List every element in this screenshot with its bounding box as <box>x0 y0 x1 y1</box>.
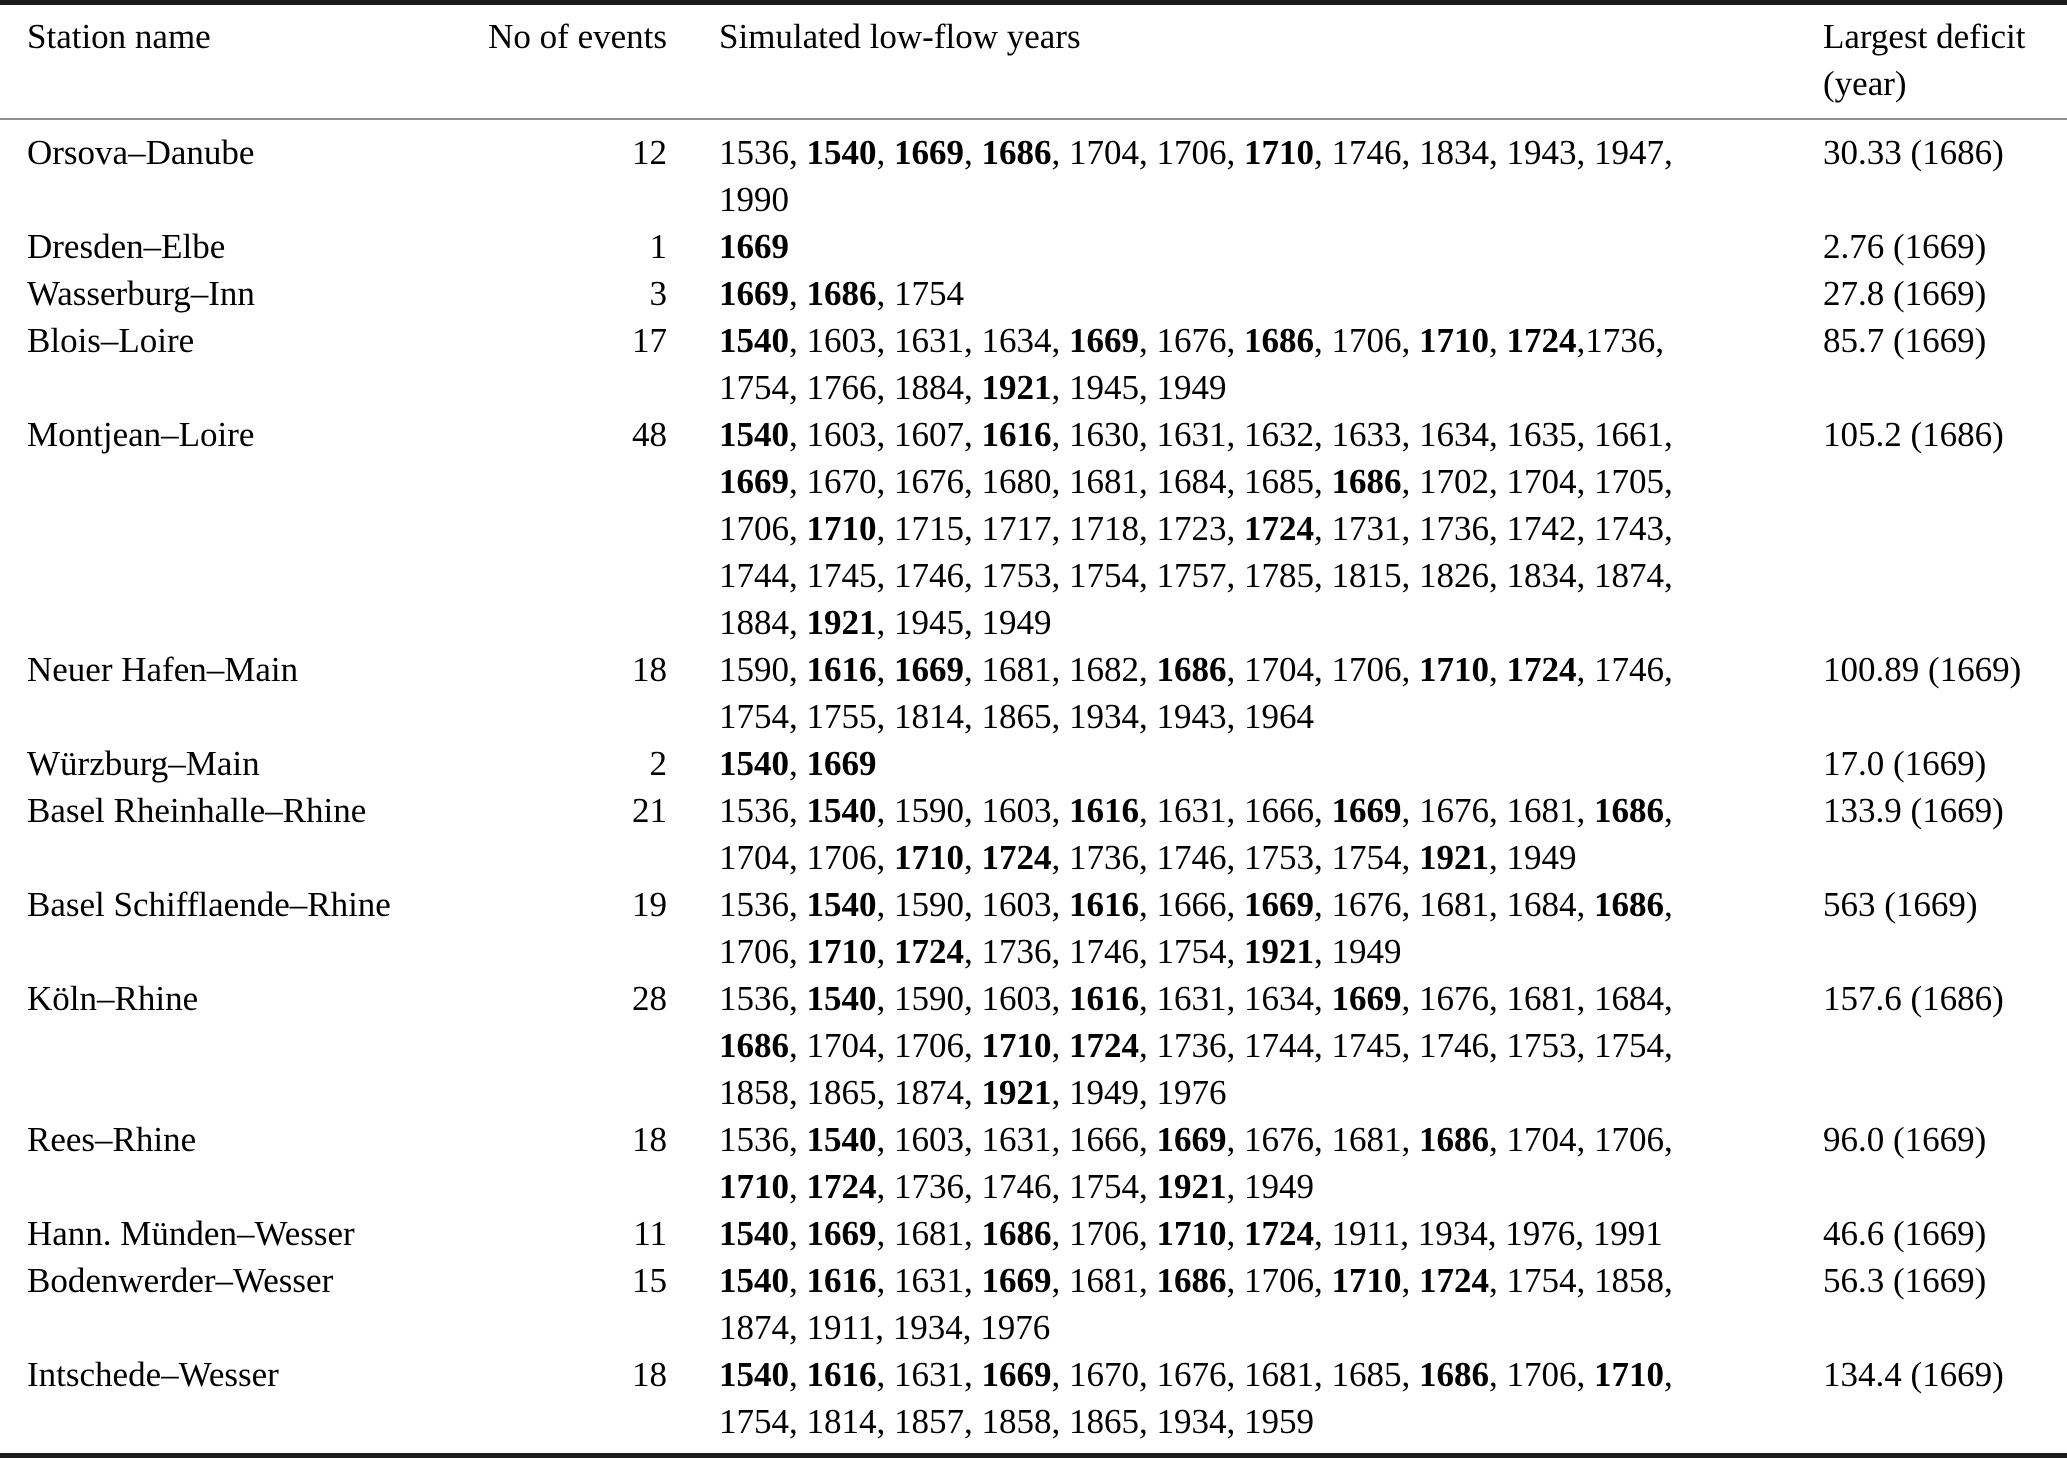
largest-deficit: 134.4 (1669) <box>1823 1355 2004 1394</box>
station-name: Intschede–Wesser <box>27 1355 279 1394</box>
station-name: Wasserburg–Inn <box>27 274 255 313</box>
column-header-largest-deficit-line1: Largest deficit <box>1823 17 2026 56</box>
largest-deficit: 2.76 (1669) <box>1823 227 1987 266</box>
table-row <box>0 411 2067 646</box>
low-flow-years <box>667 317 1823 411</box>
station-name: Orsova–Danube <box>27 133 255 172</box>
low-flow-years-text: 1590, 1616, 1669, 1681, 1682, 1686, 1704, 1706, 1710, 1724, 1746, 1754, 1755, 1814, 1865, 1934, 1943, 1964 <box>719 650 1673 736</box>
low-flow-years-text: 1536, 1540, 1590, 1603, 1616, 1666, 1669, 1676, 1681, 1684, 1686, 1706, 1710, 1724, 1736, 1746, 1754, 1921, 1949 <box>719 885 1673 971</box>
largest-deficit: 17.0 (1669) <box>1823 744 1987 783</box>
largest-deficit: 30.33 (1686) <box>1823 133 2004 172</box>
table-row <box>0 1116 2067 1210</box>
table-row <box>0 223 2067 270</box>
largest-deficit: 46.6 (1669) <box>1823 1214 1987 1253</box>
events-count: 19 <box>632 885 667 924</box>
events-count: 12 <box>632 133 667 172</box>
low-flow-years-text: 1540, 1616, 1631, 1669, 1670, 1676, 1681, 1685, 1686, 1706, 1710, 1754, 1814, 1857, 1858, 1865, 1934, 1959 <box>719 1355 1673 1441</box>
station-name: Neuer Hafen–Main <box>27 650 299 689</box>
low-flow-years <box>667 1257 1823 1351</box>
low-flow-years-text: 1536, 1540, 1669, 1686, 1704, 1706, 1710, 1746, 1834, 1943, 1947, 1990 <box>719 133 1673 219</box>
largest-deficit: 96.0 (1669) <box>1823 1120 1987 1159</box>
low-flow-years <box>667 223 1823 270</box>
events-count: 28 <box>632 979 667 1018</box>
events-count: 48 <box>632 415 667 454</box>
low-flow-years-text: 1536, 1540, 1603, 1631, 1666, 1669, 1676, 1681, 1686, 1704, 1706, 1710, 1724, 1736, 1746, 1754, 1921, 1949 <box>719 1120 1673 1206</box>
column-header-no-of-events: No of events <box>488 17 667 56</box>
low-flow-years <box>667 411 1823 646</box>
low-flow-years-text: 1669 <box>719 227 789 266</box>
low-flow-years <box>667 1210 1823 1257</box>
station-name: Würzburg–Main <box>27 744 260 783</box>
events-count: 18 <box>632 1120 667 1159</box>
events-count: 3 <box>649 274 667 313</box>
largest-deficit: 56.3 (1669) <box>1823 1261 1987 1300</box>
table-row <box>0 270 2067 317</box>
low-flow-years <box>667 787 1823 881</box>
low-flow-years <box>667 1351 1823 1445</box>
station-name: Hann. Münden–Wesser <box>27 1214 355 1253</box>
table-header-row <box>0 5 2067 120</box>
events-count: 18 <box>632 650 667 689</box>
column-header-largest-deficit-line2: (year) <box>1823 64 1907 103</box>
station-name: Montjean–Loire <box>27 415 255 454</box>
low-flow-years-text: 1540, 1669, 1681, 1686, 1706, 1710, 1724, 1911, 1934, 1976, 1991 <box>719 1214 1663 1253</box>
table-row <box>0 787 2067 881</box>
low-flow-years-text: 1536, 1540, 1590, 1603, 1616, 1631, 1666, 1669, 1676, 1681, 1686, 1704, 1706, 1710, 1724, 1736, 1746, 1753, 1754, 1921, 1949 <box>719 791 1673 877</box>
events-count: 2 <box>649 744 667 783</box>
low-flow-years-text: 1669, 1686, 1754 <box>719 274 964 313</box>
events-count: 1 <box>649 227 667 266</box>
low-flow-years <box>667 975 1823 1116</box>
low-flow-years <box>667 1116 1823 1210</box>
station-name: Dresden–Elbe <box>27 227 226 266</box>
low-flow-years <box>667 646 1823 740</box>
table-row <box>0 975 2067 1116</box>
events-count: 17 <box>632 321 667 360</box>
low-flow-years <box>667 129 1823 223</box>
table-row <box>0 740 2067 787</box>
station-name: Köln–Rhine <box>27 979 199 1018</box>
column-header-simulated-low-flow-years <box>667 13 1823 60</box>
station-name: Bodenwerder–Wesser <box>27 1261 334 1300</box>
events-count: 21 <box>632 791 667 830</box>
largest-deficit: 133.9 (1669) <box>1823 791 2004 830</box>
events-count: 11 <box>633 1214 667 1253</box>
largest-deficit: 100.89 (1669) <box>1823 650 2022 689</box>
table-row <box>0 1351 2067 1445</box>
events-count: 18 <box>632 1355 667 1394</box>
low-flow-years-text: 1536, 1540, 1590, 1603, 1616, 1631, 1634, 1669, 1676, 1681, 1684, 1686, 1704, 1706, 1710, 1724, 1736, 1744, 1745, 1746, 1753, 1754, 1858, 1865, 1874, 1921, 1949, 1976 <box>719 979 1673 1112</box>
largest-deficit: 563 (1669) <box>1823 885 1978 924</box>
station-name: Basel Schifflaende–Rhine <box>27 885 391 924</box>
low-flow-years <box>667 270 1823 317</box>
largest-deficit: 105.2 (1686) <box>1823 415 2004 454</box>
table-row <box>0 1257 2067 1351</box>
table-body <box>0 120 2067 1445</box>
events-count: 15 <box>632 1261 667 1300</box>
table-row <box>0 317 2067 411</box>
largest-deficit: 27.8 (1669) <box>1823 274 1987 313</box>
station-name: Basel Rheinhalle–Rhine <box>27 791 367 830</box>
column-header-station-name: Station name <box>27 17 211 56</box>
low-flow-years <box>667 740 1823 787</box>
table-row <box>0 129 2067 223</box>
largest-deficit: 85.7 (1669) <box>1823 321 1987 360</box>
column-header-largest-deficit <box>1823 13 2067 107</box>
table-row <box>0 881 2067 975</box>
table-row <box>0 646 2067 740</box>
column-header-simulated-low-flow-years-label: Simulated low-flow years <box>719 17 1081 56</box>
low-flow-years <box>667 881 1823 975</box>
station-name: Rees–Rhine <box>27 1120 197 1159</box>
low-flow-years-text: 1540, 1669 <box>719 744 877 783</box>
station-name: Blois–Loire <box>27 321 195 360</box>
largest-deficit: 157.6 (1686) <box>1823 979 2004 1018</box>
low-flow-years-text: 1540, 1616, 1631, 1669, 1681, 1686, 1706, 1710, 1724, 1754, 1858, 1874, 1911, 1934, 1976 <box>719 1261 1673 1347</box>
low-flow-years-text: 1540, 1603, 1631, 1634, 1669, 1676, 1686, 1706, 1710, 1724,1736, 1754, 1766, 1884, 1921, 1945, 1949 <box>719 321 1664 407</box>
low-flow-years-text: 1540, 1603, 1607, 1616, 1630, 1631, 1632, 1633, 1634, 1635, 1661, 1669, 1670, 1676, 1680, 1681, 1684, 1685, 1686, 1702, 1704, 1705, 1706, 1710, 1715, 1717, 1718, 1723, 1724, 1731, 1736, 1742, 1743, 1744, 1745, 1746, 1753, 1754, 1757, 1785, 1815, 1826, 1834, 1874, 1884, 1921, 1945, 1949 <box>719 415 1673 642</box>
table-row <box>0 1210 2067 1257</box>
